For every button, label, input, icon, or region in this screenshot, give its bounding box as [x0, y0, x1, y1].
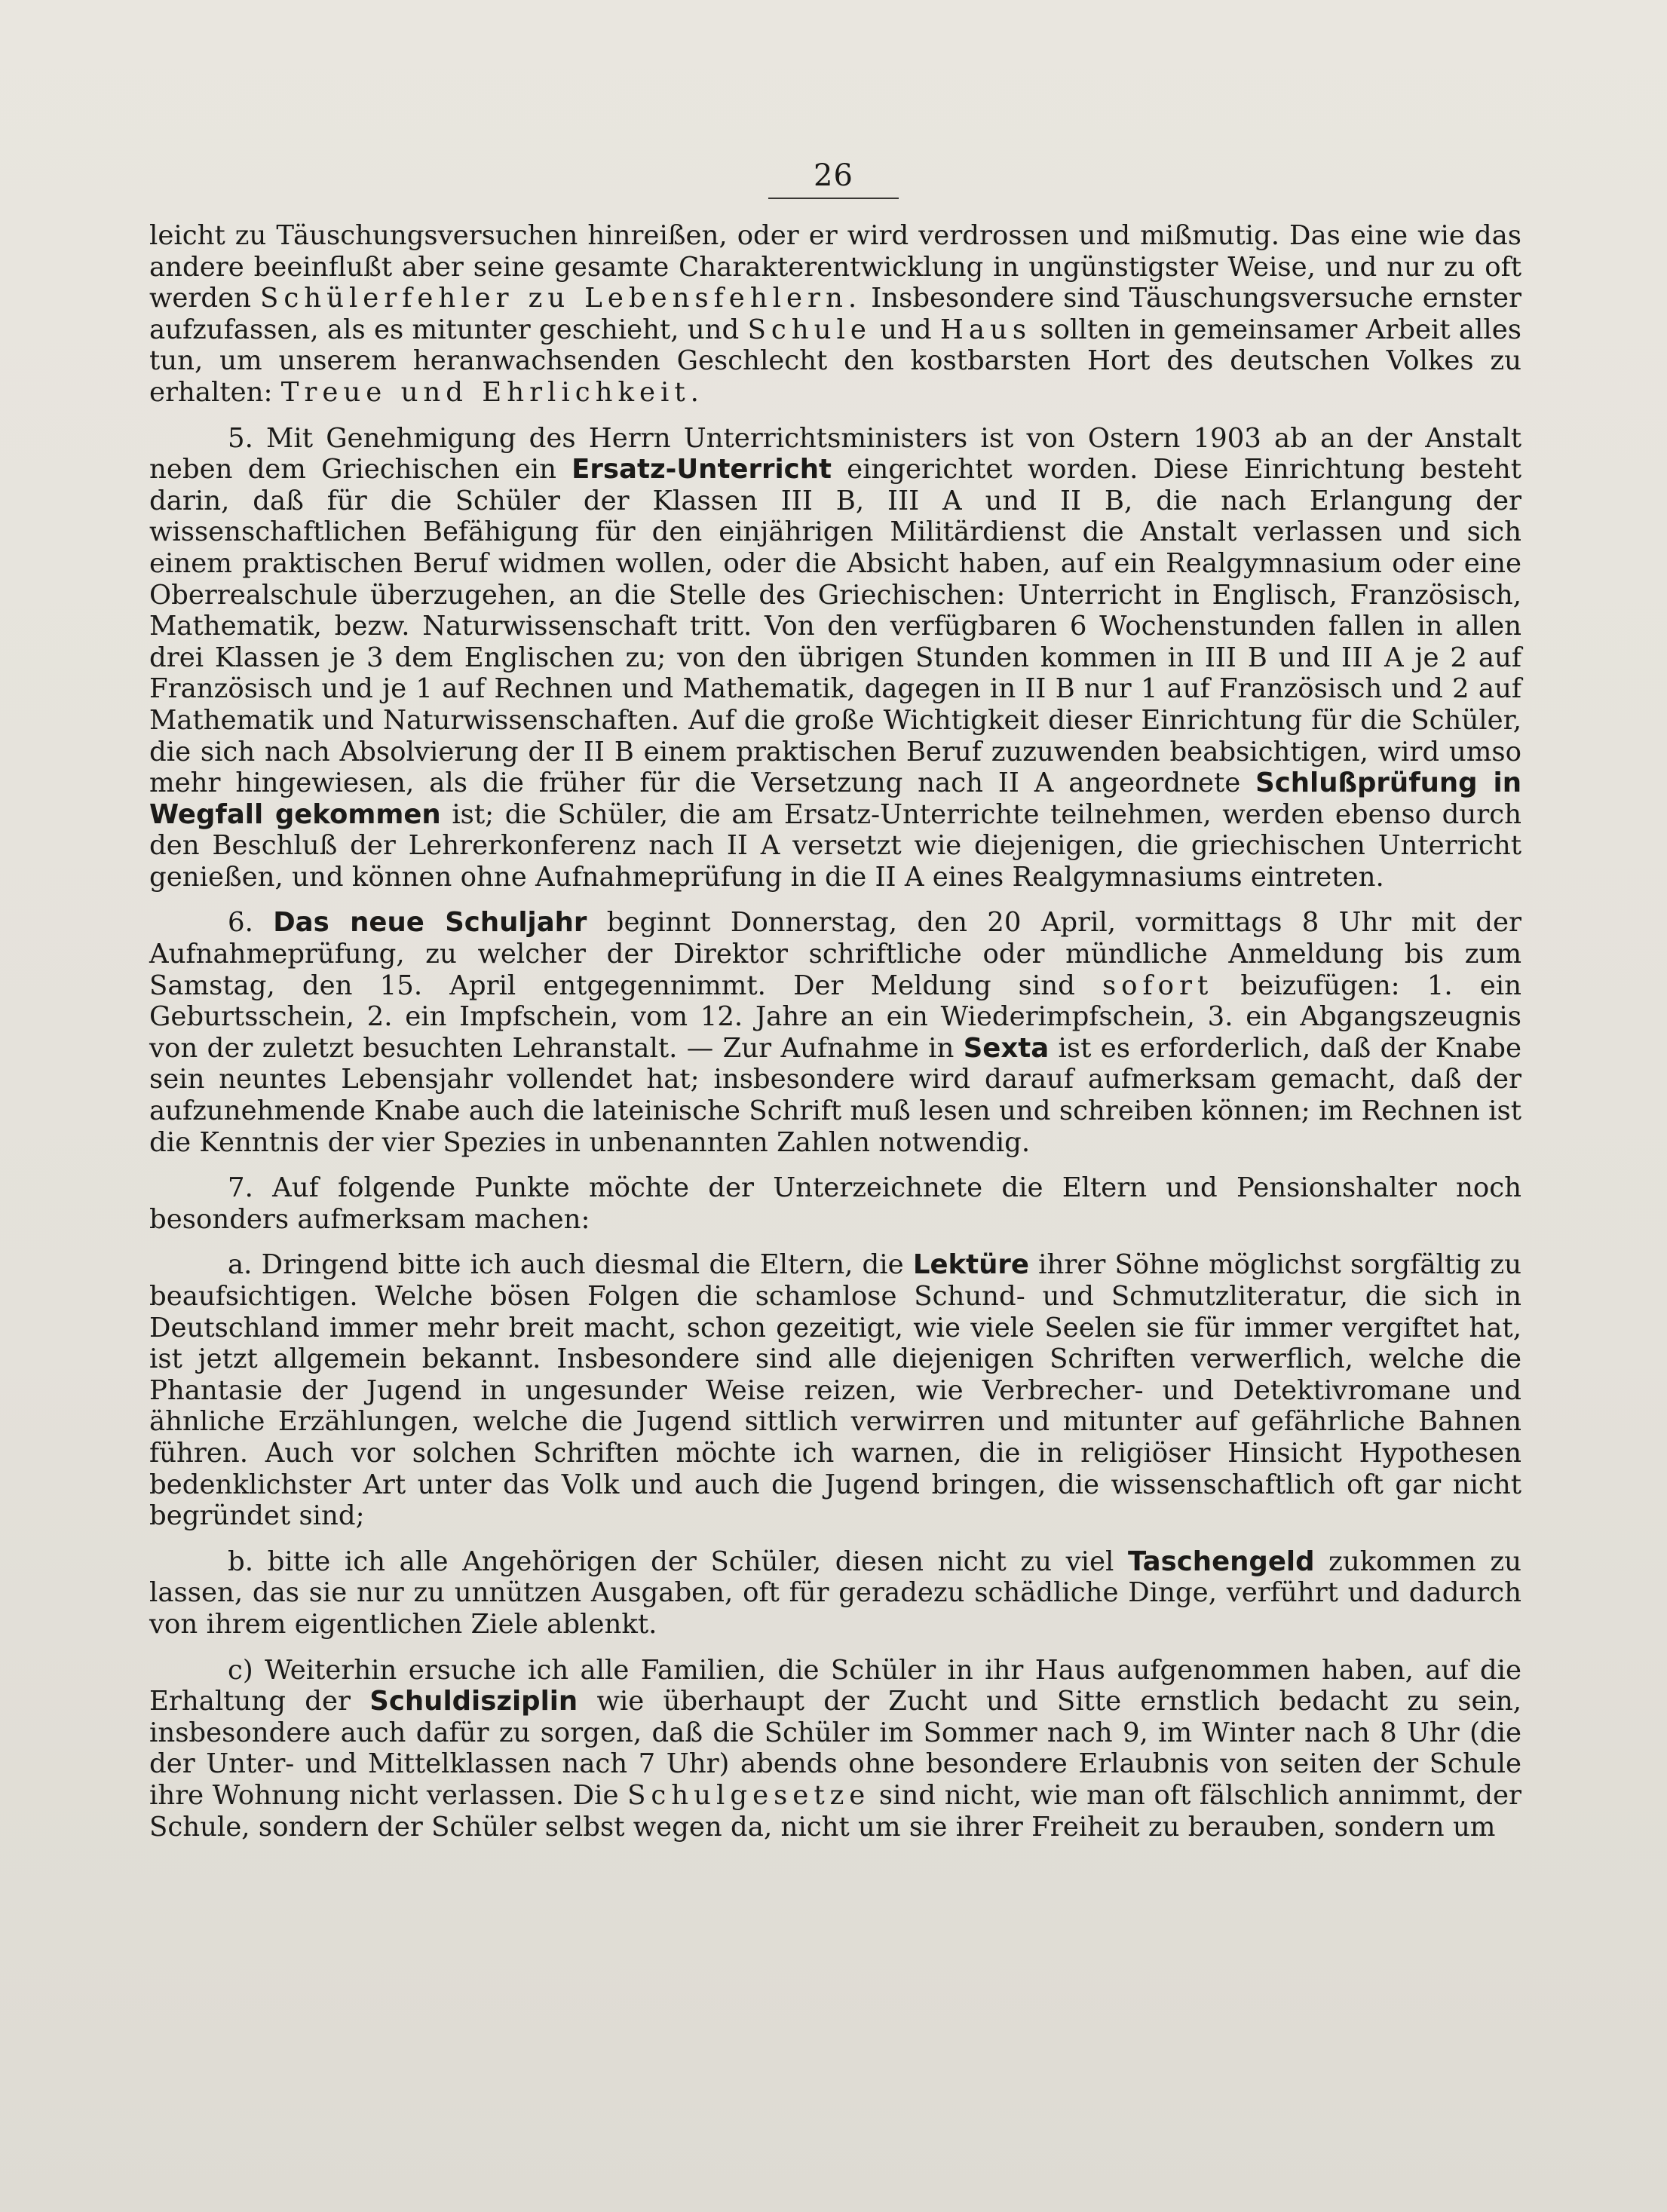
text-run: b. bitte ich alle Angehörigen der Schüler, diesen nicht zu viel	[228, 1546, 1129, 1577]
text-run: sollten in gemeinsamer Arbeit alles tun, um unserem heranwachsenden Geschlecht den kostbarsten Hort des deutschen Volkes zu erhalten:	[149, 314, 1521, 408]
spaced-text: sofort	[1102, 970, 1214, 1001]
paragraph-intro	[149, 220, 1521, 409]
emphasis-text: Ersatz-Unterricht	[571, 454, 832, 486]
page-number-area	[0, 158, 1667, 199]
spaced-text: Treue und Ehrlichkeit.	[280, 376, 704, 408]
spaced-text: Schulgesetze	[627, 1779, 871, 1811]
emphasis-text: Taschengeld	[1128, 1546, 1315, 1577]
text-run: 6.	[228, 907, 274, 939]
text-run: beizufügen: 1. ein Geburtsschein, 2. ein Impfschein, vom 12. Jahre an ein Wiederimpfschein, 3. ein Abgangszeugnis von der zuletzt besuchten Lehranstalt. — Zur Aufnahme in	[149, 970, 1521, 1064]
text-run: ist; die Schüler, die am Ersatz-Unterrichte teilnehmen, werden ebenso durch den Beschluß der Lehrerkonferenz nach II A versetzt wie diejenigen, die griechischen Unterricht genießen, und können ohne Aufnahmeprüfung in die II A eines Realgymnasiums eintreten.	[149, 798, 1521, 893]
paragraph-section-7a	[149, 1249, 1521, 1531]
body-text	[149, 220, 1521, 1843]
emphasis-text: Lektüre	[912, 1249, 1029, 1281]
paragraph-section-6	[149, 907, 1521, 1158]
paragraph-section-5	[149, 423, 1521, 893]
paragraph-section-7c	[149, 1655, 1521, 1843]
text-run: 7. Auf folgende Punkte möchte der Unterzeichnete die Eltern und Pensionshalter noch besonders aufmerksam machen:	[149, 1172, 1521, 1235]
spaced-text: Schülerfehler zu Lebensfehlern.	[260, 283, 863, 314]
text-run: beginnt Donnerstag, den 20 April, vormittags 8 Uhr mit der Aufnahmeprüfung, zu welcher der Direktor schriftliche oder mündliche Anmeldung bis zum Samstag, den 15. April entgegennimmt. Der Meldung sind	[149, 907, 1521, 1001]
text-run: und	[871, 314, 940, 345]
spaced-text: Haus	[939, 314, 1032, 345]
text-run: leicht zu Täuschungsversuchen hinreißen, oder er wird verdrossen und mißmutig. Das eine wie das andere beeinflußt aber seine gesamte Charakterentwicklung in ungünstigster Weise, und nur zu oft werden	[149, 220, 1521, 314]
text-run: 5. Mit Genehmigung des Herrn Unterrichtsministers ist von Ostern 1903 ab an der Anstalt neben dem Griechischen ein	[149, 422, 1521, 486]
text-run: Insbesondere sind Täuschungsversuche ernster aufzufassen, als es mitunter geschieht, und	[149, 283, 1522, 345]
text-run: ihrer Söhne möglichst sorgfältig zu beaufsichtigen. Welche bösen Folgen die schamlose Schund- und Schmutzliteratur, die sich in Deutschland immer mehr breit macht, schon gezeitigt, wie viele Seelen sie für immer vergiftet hat, ist jetzt allgemein bekannt. Insbesondere sind alle diejenigen Schriften verwerflich, welche die Phantasie der Jugend in ungesunder Weise reizen, wie Verbrecher- und Detektivromane und ähnliche Erzählungen, welche die Jugend sittlich verwirren und mitunter auf gefährliche Bahnen führen. Auch vor solchen Schriften möchte ich warnen, die in religiöser Hinsicht Hypothesen bedenklichster Art unter das Volk und auch die Jugend bringen, die wissenschaftlich oft gar nicht begründet sind;	[149, 1249, 1521, 1532]
text-run: eingerichtet worden. Diese Einrichtung besteht darin, daß für die Schüler der Klassen III B, III A und II B, die nach Erlangung der wissenschaftlichen Befähigung für den einjährigen Militärdienst die Anstalt verlassen und sich einem praktischen Beruf widmen wollen, oder die Absicht haben, auf ein Realgymnasium oder eine Oberrealschule überzugehen, an die Stelle des Griechischen: Unterricht in Englisch, Französisch, Mathematik, bezw. Naturwissenschaft tritt. Von den verfügbaren 6 Wochenstunden fallen in allen drei Klassen je 3 dem Englischen zu; von den übrigen Stunden kommen in III B und III A je 2 auf Französisch und je 1 auf Rechnen und Mathematik, dagegen in II B nur 1 auf Französisch und 2 auf Mathematik und Naturwissenschaften. Auf die große Wichtigkeit dieser Einrichtung für die Schüler, die sich nach Absolvierung der II B einem praktischen Beruf zuzuwenden beabsichtigen, wird umso mehr hingewiesen, als die früher für die Versetzung nach II A angeordnete	[149, 454, 1521, 799]
emphasis-text: Das neue Schuljahr	[273, 907, 587, 939]
spaced-text: Schule	[747, 314, 872, 345]
text-run: c) Weiterhin ersuche ich alle Familien, die Schüler in ihr Haus aufgenommen haben, auf die Erhaltung der	[149, 1654, 1521, 1717]
paragraph-section-7b	[149, 1546, 1521, 1641]
paragraph-section-7-intro	[149, 1172, 1521, 1235]
text-run: sind nicht, wie man oft fälschlich annimmt, der Schule, sondern der Schüler selbst wegen da, nicht um sie ihrer Freiheit zu berauben, sondern um	[149, 1779, 1521, 1843]
text-run: a. Dringend bitte ich auch diesmal die Eltern, die	[228, 1249, 913, 1281]
text-run: wie überhaupt der Zucht und Sitte ernstlich bedacht zu sein, insbesondere auch dafür zu sorgen, daß die Schüler im Sommer nach 9, im Winter nach 8 Uhr (die der Unter- und Mittelklassen nach 7 Uhr) abends ohne besondere Erlaubnis von seiten der Schule ihre Wohnung nicht verlassen. Die	[149, 1686, 1521, 1811]
text-run: zukommen zu lassen, das sie nur zu unnützen Ausgaben, oft für geradezu schädliche Dinge, verführt und dadurch von ihrem eigentlichen Ziele ablenkt.	[149, 1546, 1521, 1640]
emphasis-text: Schlußprüfung in Wegfall gekommen	[149, 767, 1521, 830]
text-run: ist es erforderlich, daß der Knabe sein neuntes Lebensjahr vollendet hat; insbesondere wird darauf aufmerksam gemacht, daß der aufzunehmende Knabe auch die lateinische Schrift muß lesen und schreiben können; im Rechnen ist die Kenntnis der vier Spezies in unbenannten Zahlen notwendig.	[149, 1032, 1522, 1158]
emphasis-text: Sexta	[963, 1032, 1050, 1064]
page-number: 26	[768, 158, 899, 199]
emphasis-text: Schuldisziplin	[369, 1686, 578, 1717]
